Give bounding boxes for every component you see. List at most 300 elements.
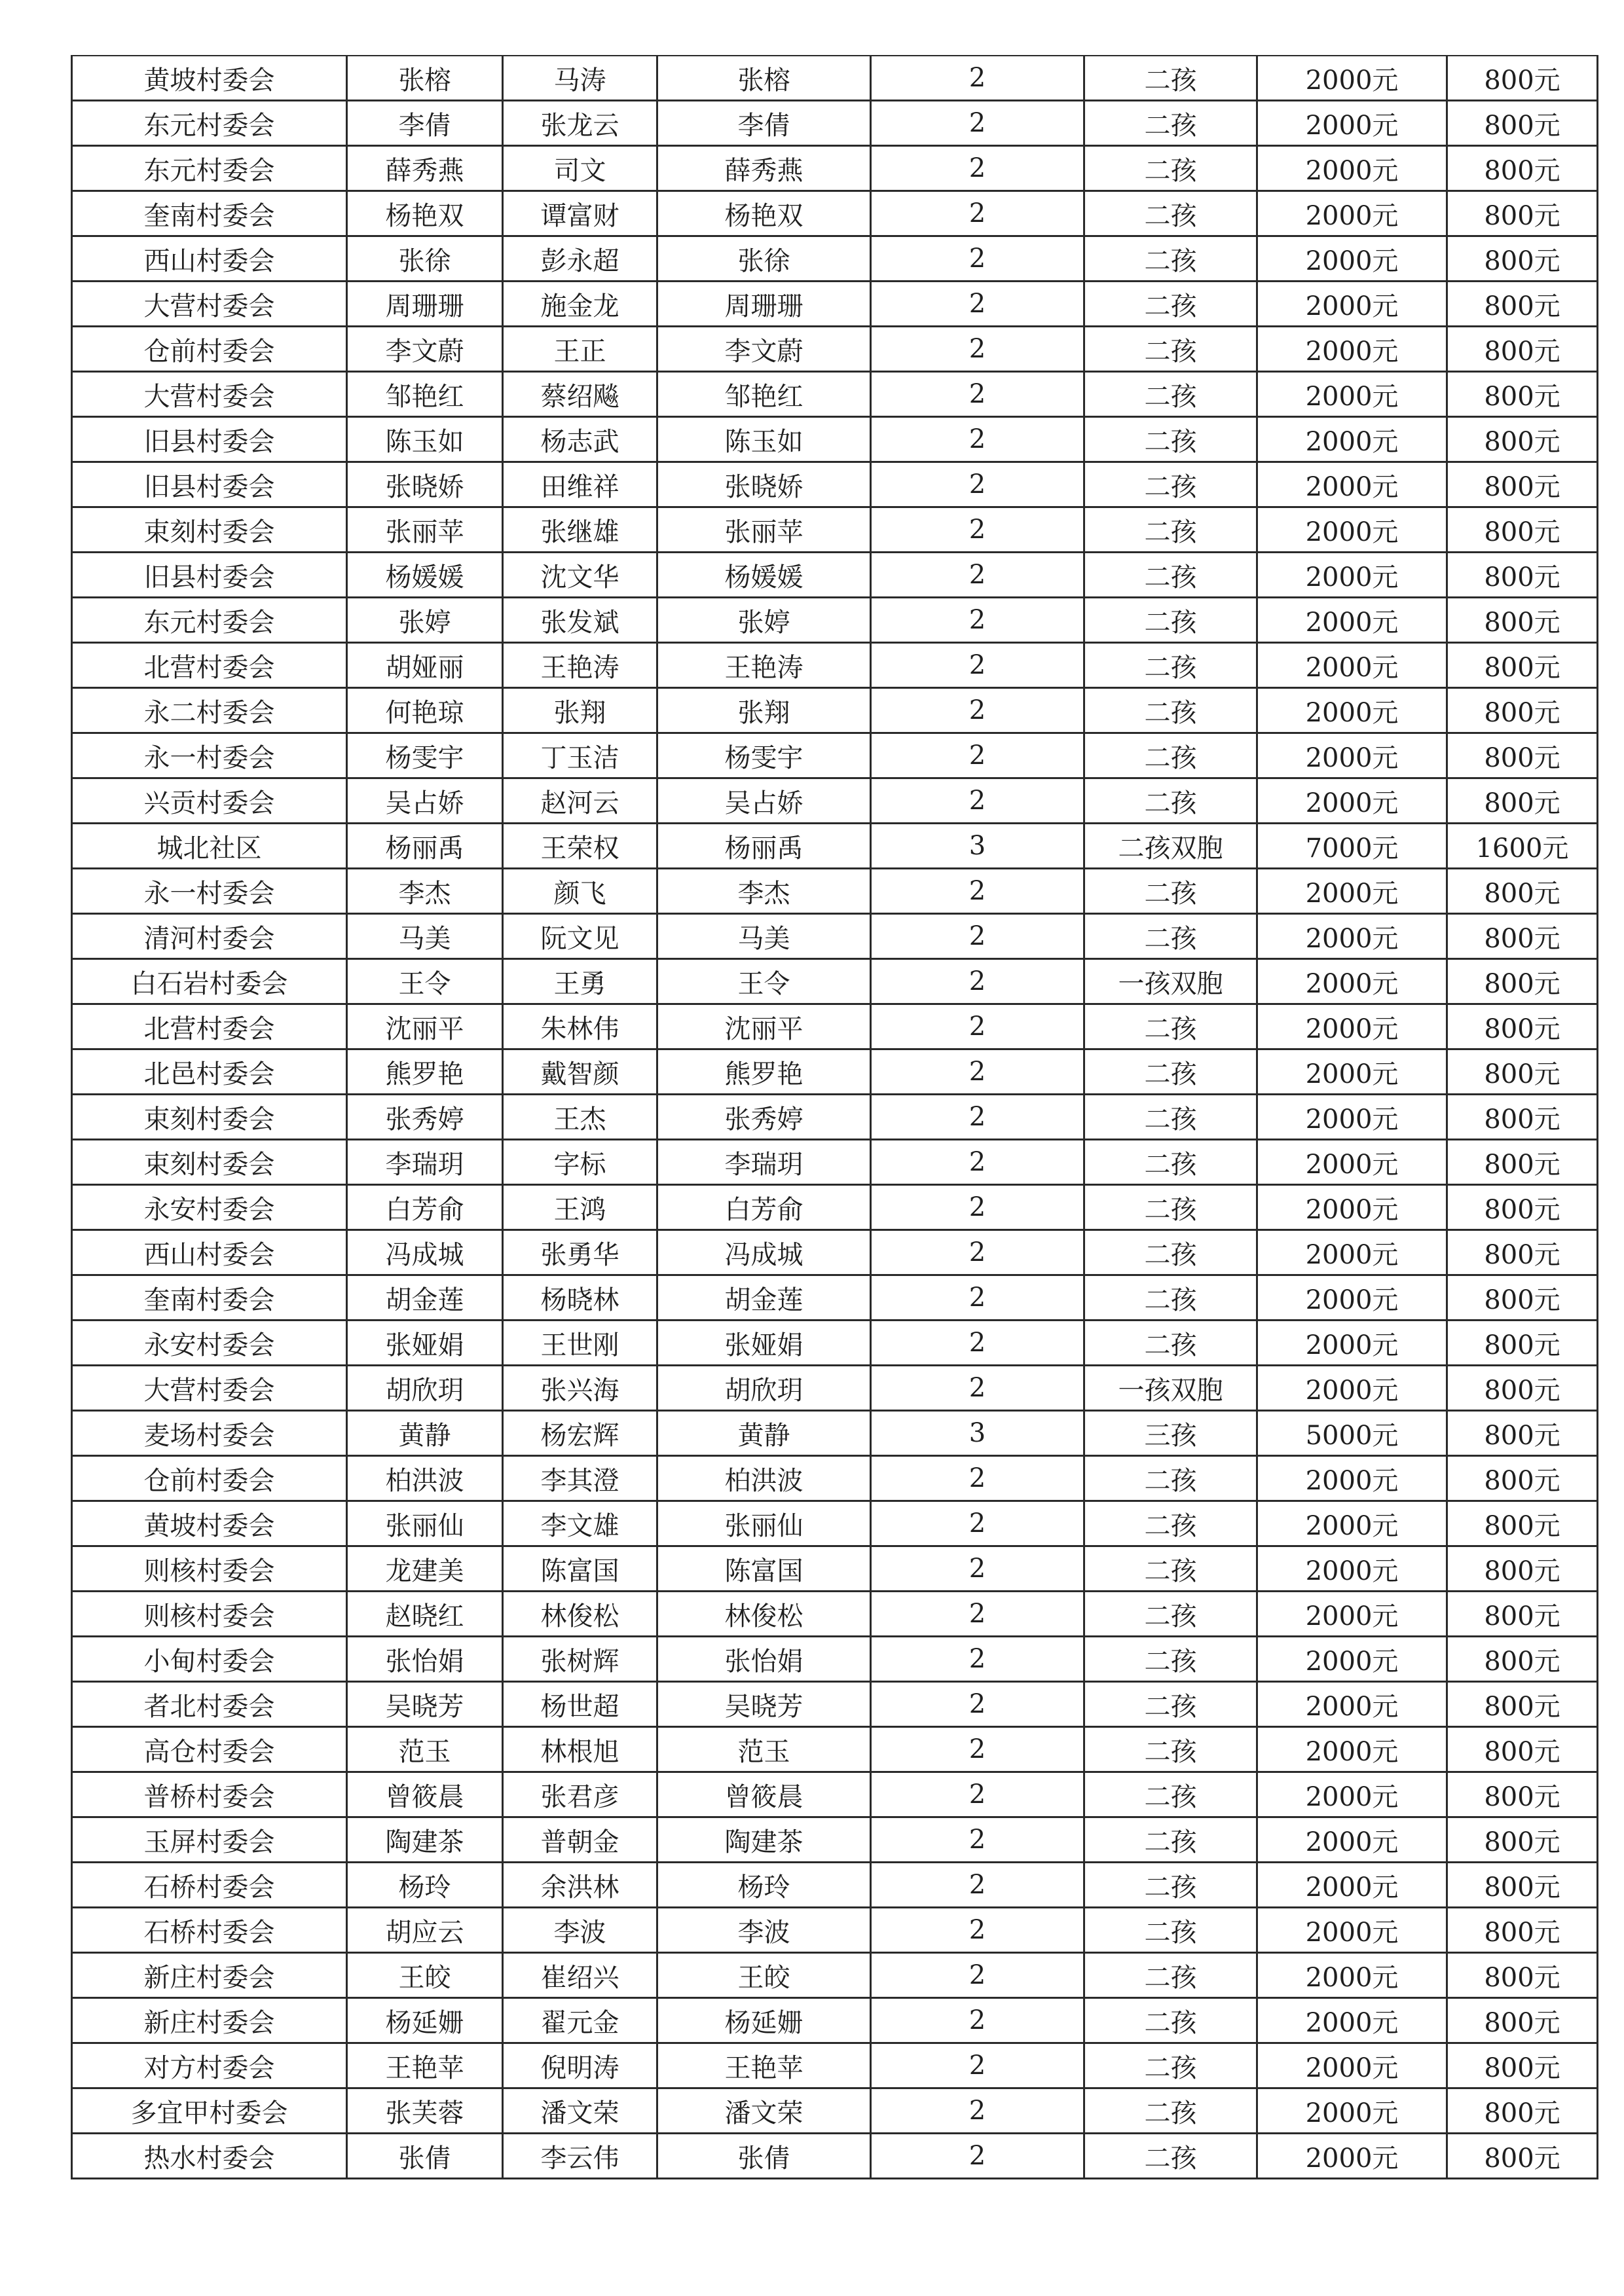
child-count-cell: 2 <box>871 236 1084 282</box>
table-row <box>72 733 1598 778</box>
annual-amount-cell: 800元 <box>1447 1321 1598 1366</box>
birth-type-cell: 二孩 <box>1084 1456 1257 1501</box>
annual-amount-cell: 800元 <box>1447 1230 1598 1275</box>
birth-type-cell: 二孩 <box>1084 1049 1257 1095</box>
birth-type-cell: 二孩 <box>1084 2088 1257 2134</box>
birth-type-cell: 二孩 <box>1084 1953 1257 1998</box>
table-row <box>72 2043 1598 2088</box>
spouse-name-cell: 林俊松 <box>503 1592 657 1637</box>
applicant-cell: 冯成城 <box>657 1230 871 1275</box>
mother-name-cell: 邹艳红 <box>347 372 503 417</box>
table-row <box>72 1411 1598 1456</box>
village-cell: 永安村委会 <box>72 1321 347 1366</box>
village-cell: 石桥村委会 <box>72 1908 347 1953</box>
annual-amount-cell: 800元 <box>1447 462 1598 507</box>
spouse-name-cell: 李云伟 <box>503 2134 657 2179</box>
applicant-cell: 杨延姗 <box>657 1998 871 2043</box>
spouse-name-cell: 杨志武 <box>503 417 657 462</box>
table-row <box>72 598 1598 643</box>
child-count-cell: 2 <box>871 1863 1084 1908</box>
subsidy-amount-cell: 2000元 <box>1257 1772 1447 1817</box>
spouse-name-cell: 翟元金 <box>503 1998 657 2043</box>
child-count-cell: 2 <box>871 191 1084 236</box>
table-row <box>72 1772 1598 1817</box>
subsidy-amount-cell: 2000元 <box>1257 146 1447 191</box>
birth-type-cell: 二孩 <box>1084 643 1257 688</box>
spouse-name-cell: 崔绍兴 <box>503 1953 657 1998</box>
subsidy-table <box>71 55 1598 2179</box>
birth-type-cell: 二孩 <box>1084 372 1257 417</box>
spouse-name-cell: 倪明涛 <box>503 2043 657 2088</box>
birth-type-cell: 二孩 <box>1084 778 1257 824</box>
birth-type-cell: 二孩 <box>1084 598 1257 643</box>
spouse-name-cell: 戴智颜 <box>503 1049 657 1095</box>
table-row <box>72 1321 1598 1366</box>
subsidy-amount-cell: 2000元 <box>1257 1321 1447 1366</box>
child-count-cell: 2 <box>871 1546 1084 1592</box>
village-cell: 奎南村委会 <box>72 1275 347 1321</box>
child-count-cell: 2 <box>871 778 1084 824</box>
spouse-name-cell: 赵河云 <box>503 778 657 824</box>
applicant-cell: 陈富国 <box>657 1546 871 1592</box>
table-row <box>72 2088 1598 2134</box>
annual-amount-cell: 800元 <box>1447 778 1598 824</box>
mother-name-cell: 张芙蓉 <box>347 2088 503 2134</box>
mother-name-cell: 王令 <box>347 959 503 1004</box>
birth-type-cell: 二孩 <box>1084 1546 1257 1592</box>
subsidy-amount-cell: 2000元 <box>1257 2088 1447 2134</box>
village-cell: 西山村委会 <box>72 236 347 282</box>
mother-name-cell: 冯成城 <box>347 1230 503 1275</box>
village-cell: 仓前村委会 <box>72 1456 347 1501</box>
child-count-cell: 2 <box>871 417 1084 462</box>
mother-name-cell: 赵晓红 <box>347 1592 503 1637</box>
table-row <box>72 869 1598 914</box>
applicant-cell: 潘文荣 <box>657 2088 871 2134</box>
annual-amount-cell: 800元 <box>1447 1817 1598 1863</box>
spouse-name-cell: 颜飞 <box>503 869 657 914</box>
annual-amount-cell: 800元 <box>1447 1727 1598 1772</box>
annual-amount-cell: 800元 <box>1447 507 1598 553</box>
annual-amount-cell: 800元 <box>1447 1501 1598 1546</box>
table-row <box>72 191 1598 236</box>
annual-amount-cell: 800元 <box>1447 1953 1598 1998</box>
mother-name-cell: 杨延姗 <box>347 1998 503 2043</box>
spouse-name-cell: 谭富财 <box>503 191 657 236</box>
village-cell: 城北社区 <box>72 824 347 869</box>
mother-name-cell: 张丽苹 <box>347 507 503 553</box>
annual-amount-cell: 800元 <box>1447 1185 1598 1230</box>
child-count-cell: 3 <box>871 824 1084 869</box>
spouse-name-cell: 沈文华 <box>503 553 657 598</box>
table-row <box>72 417 1598 462</box>
spouse-name-cell: 王鸿 <box>503 1185 657 1230</box>
table-row <box>72 1908 1598 1953</box>
spouse-name-cell: 字标 <box>503 1140 657 1185</box>
annual-amount-cell: 800元 <box>1447 417 1598 462</box>
birth-type-cell: 二孩 <box>1084 1275 1257 1321</box>
spouse-name-cell: 张树辉 <box>503 1637 657 1682</box>
applicant-cell: 张翔 <box>657 688 871 733</box>
spouse-name-cell: 张龙云 <box>503 101 657 146</box>
annual-amount-cell: 800元 <box>1447 959 1598 1004</box>
mother-name-cell: 龙建美 <box>347 1546 503 1592</box>
annual-amount-cell: 800元 <box>1447 327 1598 372</box>
village-cell: 兴贡村委会 <box>72 778 347 824</box>
mother-name-cell: 陶建茶 <box>347 1817 503 1863</box>
table-row <box>72 462 1598 507</box>
spouse-name-cell: 蔡绍飚 <box>503 372 657 417</box>
mother-name-cell: 胡欣玥 <box>347 1366 503 1411</box>
subsidy-amount-cell: 2000元 <box>1257 1049 1447 1095</box>
spouse-name-cell: 彭永超 <box>503 236 657 282</box>
child-count-cell: 2 <box>871 1004 1084 1049</box>
child-count-cell: 2 <box>871 1049 1084 1095</box>
mother-name-cell: 张丽仙 <box>347 1501 503 1546</box>
table-row <box>72 1275 1598 1321</box>
annual-amount-cell: 800元 <box>1447 1637 1598 1682</box>
mother-name-cell: 李倩 <box>347 101 503 146</box>
subsidy-amount-cell: 2000元 <box>1257 1592 1447 1637</box>
child-count-cell: 2 <box>871 1637 1084 1682</box>
spouse-name-cell: 普朝金 <box>503 1817 657 1863</box>
birth-type-cell: 二孩 <box>1084 688 1257 733</box>
subsidy-amount-cell: 2000元 <box>1257 56 1447 101</box>
table-row <box>72 1049 1598 1095</box>
village-cell: 束刻村委会 <box>72 1140 347 1185</box>
mother-name-cell: 王皎 <box>347 1953 503 1998</box>
annual-amount-cell: 800元 <box>1447 2043 1598 2088</box>
applicant-cell: 李文蔚 <box>657 327 871 372</box>
subsidy-amount-cell: 2000元 <box>1257 507 1447 553</box>
child-count-cell: 2 <box>871 56 1084 101</box>
applicant-cell: 黄静 <box>657 1411 871 1456</box>
applicant-cell: 杨雯宇 <box>657 733 871 778</box>
subsidy-amount-cell: 2000元 <box>1257 1140 1447 1185</box>
table-row <box>72 1637 1598 1682</box>
village-cell: 玉屏村委会 <box>72 1817 347 1863</box>
village-cell: 束刻村委会 <box>72 507 347 553</box>
applicant-cell: 杨媛媛 <box>657 553 871 598</box>
village-cell: 新庄村委会 <box>72 1953 347 1998</box>
mother-name-cell: 薛秀燕 <box>347 146 503 191</box>
annual-amount-cell: 1600元 <box>1447 824 1598 869</box>
subsidy-amount-cell: 2000元 <box>1257 1682 1447 1727</box>
annual-amount-cell: 800元 <box>1447 1592 1598 1637</box>
birth-type-cell: 二孩 <box>1084 1817 1257 1863</box>
subsidy-amount-cell: 2000元 <box>1257 1908 1447 1953</box>
village-cell: 西山村委会 <box>72 1230 347 1275</box>
child-count-cell: 2 <box>871 688 1084 733</box>
subsidy-amount-cell: 2000元 <box>1257 688 1447 733</box>
subsidy-amount-cell: 5000元 <box>1257 1411 1447 1456</box>
birth-type-cell: 二孩 <box>1084 1185 1257 1230</box>
subsidy-amount-cell: 2000元 <box>1257 1953 1447 1998</box>
annual-amount-cell: 800元 <box>1447 1140 1598 1185</box>
village-cell: 奎南村委会 <box>72 191 347 236</box>
applicant-cell: 杨艳双 <box>657 191 871 236</box>
mother-name-cell: 张婷 <box>347 598 503 643</box>
village-cell: 对方村委会 <box>72 2043 347 2088</box>
table-row <box>72 146 1598 191</box>
village-cell: 则核村委会 <box>72 1546 347 1592</box>
child-count-cell: 2 <box>871 507 1084 553</box>
applicant-cell: 张丽苹 <box>657 507 871 553</box>
village-cell: 北营村委会 <box>72 1004 347 1049</box>
subsidy-amount-cell: 2000元 <box>1257 1998 1447 2043</box>
subsidy-amount-cell: 2000元 <box>1257 2134 1447 2179</box>
birth-type-cell: 二孩 <box>1084 2043 1257 2088</box>
village-cell: 北营村委会 <box>72 643 347 688</box>
subsidy-amount-cell: 2000元 <box>1257 553 1447 598</box>
birth-type-cell: 二孩 <box>1084 462 1257 507</box>
village-cell: 高仓村委会 <box>72 1727 347 1772</box>
birth-type-cell: 二孩 <box>1084 507 1257 553</box>
applicant-cell: 张秀婷 <box>657 1095 871 1140</box>
spouse-name-cell: 林根旭 <box>503 1727 657 1772</box>
applicant-cell: 沈丽平 <box>657 1004 871 1049</box>
applicant-cell: 杨玲 <box>657 1863 871 1908</box>
birth-type-cell: 二孩双胞 <box>1084 824 1257 869</box>
subsidy-amount-cell: 2000元 <box>1257 643 1447 688</box>
table-row <box>72 372 1598 417</box>
spouse-name-cell: 李波 <box>503 1908 657 1953</box>
child-count-cell: 2 <box>871 146 1084 191</box>
mother-name-cell: 杨雯宇 <box>347 733 503 778</box>
applicant-cell: 王皎 <box>657 1953 871 1998</box>
village-cell: 普桥村委会 <box>72 1772 347 1817</box>
mother-name-cell: 张倩 <box>347 2134 503 2179</box>
birth-type-cell: 二孩 <box>1084 914 1257 959</box>
applicant-cell: 熊罗艳 <box>657 1049 871 1095</box>
subsidy-amount-cell: 2000元 <box>1257 1185 1447 1230</box>
annual-amount-cell: 800元 <box>1447 372 1598 417</box>
spouse-name-cell: 王艳涛 <box>503 643 657 688</box>
child-count-cell: 2 <box>871 1772 1084 1817</box>
table-row <box>72 1863 1598 1908</box>
spouse-name-cell: 杨世超 <box>503 1682 657 1727</box>
mother-name-cell: 张徐 <box>347 236 503 282</box>
spouse-name-cell: 王杰 <box>503 1095 657 1140</box>
applicant-cell: 吴占娇 <box>657 778 871 824</box>
table-row <box>72 1501 1598 1546</box>
annual-amount-cell: 800元 <box>1447 2134 1598 2179</box>
child-count-cell: 2 <box>871 1953 1084 1998</box>
mother-name-cell: 张怡娟 <box>347 1637 503 1682</box>
mother-name-cell: 张榕 <box>347 56 503 101</box>
village-cell: 永二村委会 <box>72 688 347 733</box>
mother-name-cell: 何艳琼 <box>347 688 503 733</box>
spouse-name-cell: 阮文见 <box>503 914 657 959</box>
village-cell: 大营村委会 <box>72 372 347 417</box>
mother-name-cell: 李杰 <box>347 869 503 914</box>
applicant-cell: 王艳苹 <box>657 2043 871 2088</box>
table-row <box>72 1095 1598 1140</box>
mother-name-cell: 柏洪波 <box>347 1456 503 1501</box>
birth-type-cell: 二孩 <box>1084 869 1257 914</box>
birth-type-cell: 二孩 <box>1084 56 1257 101</box>
child-count-cell: 2 <box>871 1501 1084 1546</box>
mother-name-cell: 杨丽禹 <box>347 824 503 869</box>
applicant-cell: 张婷 <box>657 598 871 643</box>
village-cell: 东元村委会 <box>72 101 347 146</box>
applicant-cell: 李瑞玥 <box>657 1140 871 1185</box>
mother-name-cell: 范玉 <box>347 1727 503 1772</box>
spouse-name-cell: 李其澄 <box>503 1456 657 1501</box>
child-count-cell: 2 <box>871 372 1084 417</box>
mother-name-cell: 杨玲 <box>347 1863 503 1908</box>
applicant-cell: 张倩 <box>657 2134 871 2179</box>
annual-amount-cell: 800元 <box>1447 1772 1598 1817</box>
subsidy-amount-cell: 2000元 <box>1257 462 1447 507</box>
table-row <box>72 688 1598 733</box>
subsidy-amount-cell: 2000元 <box>1257 327 1447 372</box>
spouse-name-cell: 施金龙 <box>503 282 657 327</box>
child-count-cell: 2 <box>871 1275 1084 1321</box>
spouse-name-cell: 司文 <box>503 146 657 191</box>
annual-amount-cell: 800元 <box>1447 1863 1598 1908</box>
birth-type-cell: 二孩 <box>1084 282 1257 327</box>
child-count-cell: 2 <box>871 1095 1084 1140</box>
table-row <box>72 1456 1598 1501</box>
birth-type-cell: 二孩 <box>1084 1501 1257 1546</box>
subsidy-amount-cell: 2000元 <box>1257 1230 1447 1275</box>
birth-type-cell: 一孩双胞 <box>1084 959 1257 1004</box>
applicant-cell: 吴晓芳 <box>657 1682 871 1727</box>
mother-name-cell: 张晓娇 <box>347 462 503 507</box>
annual-amount-cell: 800元 <box>1447 1456 1598 1501</box>
subsidy-amount-cell: 2000元 <box>1257 598 1447 643</box>
child-count-cell: 3 <box>871 1411 1084 1456</box>
child-count-cell: 2 <box>871 869 1084 914</box>
table-row <box>72 1727 1598 1772</box>
applicant-cell: 李倩 <box>657 101 871 146</box>
child-count-cell: 2 <box>871 1456 1084 1501</box>
spouse-name-cell: 王荣权 <box>503 824 657 869</box>
birth-type-cell: 一孩双胞 <box>1084 1366 1257 1411</box>
table-row <box>72 1366 1598 1411</box>
birth-type-cell: 二孩 <box>1084 1095 1257 1140</box>
spouse-name-cell: 张勇华 <box>503 1230 657 1275</box>
child-count-cell: 2 <box>871 1592 1084 1637</box>
applicant-cell: 杨丽禹 <box>657 824 871 869</box>
child-count-cell: 2 <box>871 327 1084 372</box>
applicant-cell: 胡金莲 <box>657 1275 871 1321</box>
village-cell: 者北村委会 <box>72 1682 347 1727</box>
mother-name-cell: 白芳俞 <box>347 1185 503 1230</box>
table-row <box>72 101 1598 146</box>
annual-amount-cell: 800元 <box>1447 1004 1598 1049</box>
birth-type-cell: 二孩 <box>1084 327 1257 372</box>
village-cell: 永一村委会 <box>72 733 347 778</box>
birth-type-cell: 二孩 <box>1084 191 1257 236</box>
mother-name-cell: 李瑞玥 <box>347 1140 503 1185</box>
village-cell: 黄坡村委会 <box>72 1501 347 1546</box>
annual-amount-cell: 800元 <box>1447 688 1598 733</box>
subsidy-amount-cell: 2000元 <box>1257 372 1447 417</box>
spouse-name-cell: 陈富国 <box>503 1546 657 1592</box>
subsidy-amount-cell: 2000元 <box>1257 914 1447 959</box>
village-cell: 黄坡村委会 <box>72 56 347 101</box>
applicant-cell: 马美 <box>657 914 871 959</box>
birth-type-cell: 二孩 <box>1084 1592 1257 1637</box>
child-count-cell: 2 <box>871 1230 1084 1275</box>
village-cell: 北邑村委会 <box>72 1049 347 1095</box>
mother-name-cell: 胡娅丽 <box>347 643 503 688</box>
subsidy-amount-cell: 2000元 <box>1257 1637 1447 1682</box>
applicant-cell: 陶建茶 <box>657 1817 871 1863</box>
village-cell: 东元村委会 <box>72 146 347 191</box>
village-cell: 仓前村委会 <box>72 327 347 372</box>
village-cell: 旧县村委会 <box>72 417 347 462</box>
applicant-cell: 张怡娟 <box>657 1637 871 1682</box>
spouse-name-cell: 张发斌 <box>503 598 657 643</box>
spouse-name-cell: 张继雄 <box>503 507 657 553</box>
annual-amount-cell: 800元 <box>1447 869 1598 914</box>
mother-name-cell: 吴晓芳 <box>347 1682 503 1727</box>
village-cell: 旧县村委会 <box>72 462 347 507</box>
birth-type-cell: 二孩 <box>1084 236 1257 282</box>
table-row <box>72 1592 1598 1637</box>
table-row <box>72 1004 1598 1049</box>
village-cell: 白石岩村委会 <box>72 959 347 1004</box>
child-count-cell: 2 <box>871 1998 1084 2043</box>
applicant-cell: 张徐 <box>657 236 871 282</box>
table-row <box>72 1185 1598 1230</box>
annual-amount-cell: 800元 <box>1447 101 1598 146</box>
subsidy-amount-cell: 2000元 <box>1257 236 1447 282</box>
child-count-cell: 2 <box>871 282 1084 327</box>
table-row <box>72 327 1598 372</box>
birth-type-cell: 二孩 <box>1084 1863 1257 1908</box>
mother-name-cell: 胡应云 <box>347 1908 503 1953</box>
birth-type-cell: 二孩 <box>1084 1727 1257 1772</box>
child-count-cell: 2 <box>871 1908 1084 1953</box>
spouse-name-cell: 杨晓林 <box>503 1275 657 1321</box>
spouse-name-cell: 张君彦 <box>503 1772 657 1817</box>
table-row <box>72 643 1598 688</box>
table-row <box>72 2134 1598 2179</box>
village-cell: 旧县村委会 <box>72 553 347 598</box>
annual-amount-cell: 800元 <box>1447 598 1598 643</box>
mother-name-cell: 王艳苹 <box>347 2043 503 2088</box>
applicant-cell: 李波 <box>657 1908 871 1953</box>
table-row <box>72 824 1598 869</box>
subsidy-amount-cell: 2000元 <box>1257 1501 1447 1546</box>
table-row <box>72 959 1598 1004</box>
applicant-cell: 张丽仙 <box>657 1501 871 1546</box>
subsidy-amount-cell: 2000元 <box>1257 778 1447 824</box>
applicant-cell: 范玉 <box>657 1727 871 1772</box>
spouse-name-cell: 田维祥 <box>503 462 657 507</box>
child-count-cell: 2 <box>871 733 1084 778</box>
table-row <box>72 778 1598 824</box>
annual-amount-cell: 800元 <box>1447 1908 1598 1953</box>
mother-name-cell: 杨艳双 <box>347 191 503 236</box>
table-row <box>72 1817 1598 1863</box>
birth-type-cell: 二孩 <box>1084 1321 1257 1366</box>
subsidy-amount-cell: 2000元 <box>1257 2043 1447 2088</box>
birth-type-cell: 二孩 <box>1084 1772 1257 1817</box>
table-row <box>72 914 1598 959</box>
birth-type-cell: 二孩 <box>1084 1998 1257 2043</box>
annual-amount-cell: 800元 <box>1447 733 1598 778</box>
child-count-cell: 2 <box>871 1682 1084 1727</box>
applicant-cell: 王艳涛 <box>657 643 871 688</box>
village-cell: 永安村委会 <box>72 1185 347 1230</box>
birth-type-cell: 二孩 <box>1084 1140 1257 1185</box>
applicant-cell: 张榕 <box>657 56 871 101</box>
